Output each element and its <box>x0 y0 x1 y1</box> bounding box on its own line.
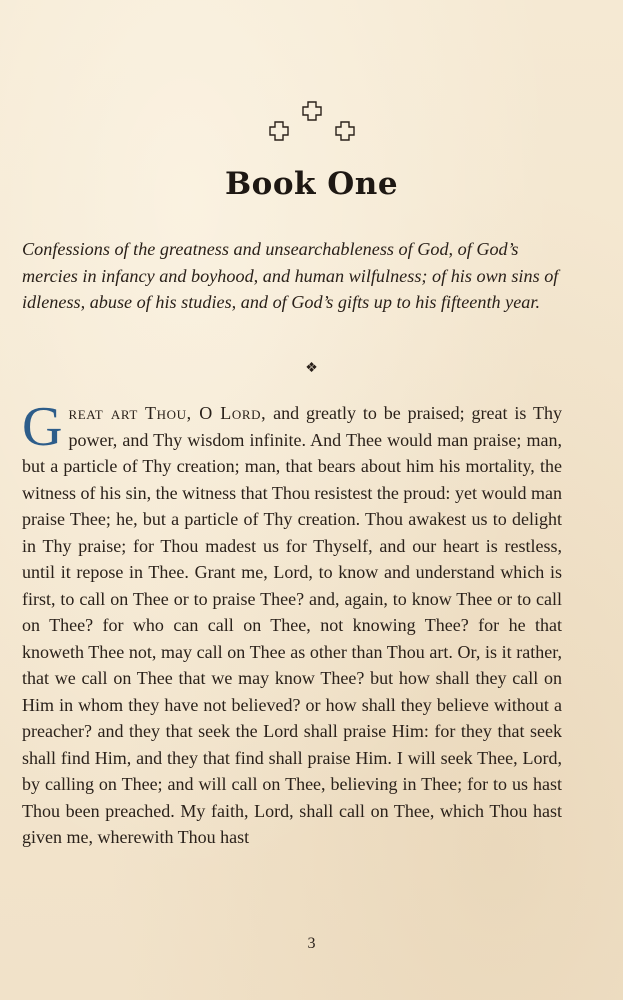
chapter-summary: Confessions of the greatness and unsearchableness of God, of God’s mercies in infancy and boyhood, and human wilfulness; of his own sins of idleness, abuse of his studies, and of God’s gifts up to his fifteenth year. <box>22 239 559 312</box>
drop-cap: G <box>22 396 63 458</box>
body-paragraph <box>22 396 562 851</box>
body-text: and greatly to be praised; great is Thy power, and Thy wisdom infinite. And Thee would man praise; man, but a particle of Thy creation; man, that bears about him his mortality, the witness of his sin, the witness that Thou resistest the proud: yet would man praise Thee; he, but a particle of Thy creation. Thou awakest us to delight in Thy praise; for Thou madest us for Thyself, and our heart is restless, until it repose in Thee. Grant me, Lord, to know and understand which is first, to call on Thee or to praise Thee? and, again, to know Thee or to call on Thee? for who can call on Thee, not knowing Thee? for he that knoweth Thee not, may call on Thee as other than Thou art. Or, is it rather, that we call on Thee that we may know Thee? but how shall they call on Him in whom they have not believed? or how shall they believe without a preacher? and they that seek the Lord shall praise Him: for they that seek shall find Him, and they that find shall praise Him. I will seek Thee, Lord, by calling on Thee; and will call on Thee, believing in Thee; for to us hast Thou been preached. My faith, Lord, shall call on Thee, which Thou hast given me, wherewith Thou hast <box>22 403 562 847</box>
page-number: 3 <box>307 935 316 952</box>
fleuron-icon: ❖ <box>305 361 318 376</box>
lead-words: reat art Thou, O Lord, <box>68 403 267 423</box>
cross-trio-icon <box>0 100 623 145</box>
book-title: Book One <box>224 166 399 202</box>
